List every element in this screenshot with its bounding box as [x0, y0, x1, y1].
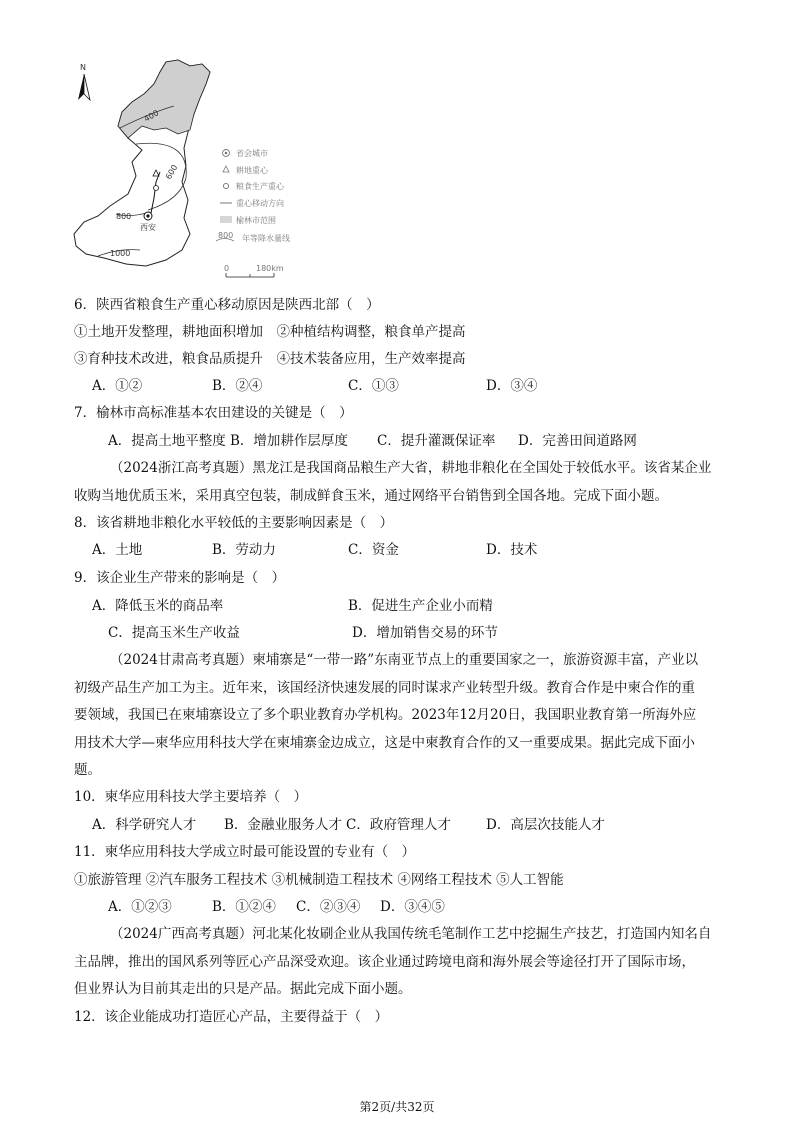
q9-stem: 9．该企业生产带来的影响是（ ）: [74, 570, 286, 586]
q7-option-d[interactable]: D．完善田间道路网: [518, 433, 637, 449]
map-legend: [216, 148, 290, 243]
q8-option-a[interactable]: A．土地: [92, 542, 143, 558]
q8-stem: 8．该省耕地非粮化水平较低的主要影响因素是（ ）: [74, 515, 394, 531]
legend-grain: 粮食生产重心: [236, 182, 284, 191]
q11-option-c[interactable]: C．②③④: [296, 899, 361, 915]
q6-option-a[interactable]: A．①②: [92, 378, 143, 394]
q8-option-b[interactable]: B．劳动力: [212, 542, 276, 558]
q11-option-b[interactable]: B．①②④: [212, 899, 276, 915]
passage2-line3: 要领域，我国已在柬埔寨设立了多个职业教育办学机构。2023年12月20日，我国职业教育第一所海外应: [74, 707, 697, 723]
q10-option-d[interactable]: D．高层次技能人才: [486, 817, 605, 833]
passage3-line2: 主品牌，推出的国风系列等匠心产品深受欢迎。该企业通过跨境电商和海外展会等途径打开了国际市场，: [74, 954, 695, 970]
q6-option-c[interactable]: C．①③: [348, 378, 399, 394]
isoline-800-label: 800: [116, 212, 132, 221]
q7-option-a[interactable]: A．提高土地平整度: [108, 433, 226, 449]
passage3-line3: 但业界认为目前其走出的只是产品。据此完成下面小题。: [74, 981, 412, 997]
scale-bar: [224, 264, 284, 277]
legend-yulin: 榆林市范围: [236, 216, 276, 225]
q7-option-b[interactable]: B．增加耕作层厚度: [230, 433, 348, 449]
q10-stem: 10．柬华应用科技大学主要培养（ ）: [74, 789, 308, 805]
q8-option-d[interactable]: D．技术: [486, 542, 538, 558]
q9-option-a[interactable]: A．降低玉米的商品率: [92, 598, 224, 614]
q7-stem: 7．榆林市高标准基本农田建设的关键是（ ）: [74, 405, 353, 421]
q6-statements-1: ①土地开发整理，耕地面积增加 ②种植结构调整，粮食单产提高: [74, 324, 466, 340]
grain-centroid-marker: [154, 186, 159, 191]
q6-option-d[interactable]: D．③④: [486, 378, 538, 394]
legend-cultivated: 耕地重心: [236, 166, 268, 175]
page-number: 第2页/共32页: [359, 1100, 435, 1114]
isoline-1000-label: 1000: [110, 249, 131, 258]
q11-option-a[interactable]: A．①②③: [108, 899, 172, 915]
legend-isoline: 年等降水量线: [242, 234, 290, 243]
q12-stem: 12．该企业能成功打造匠心产品，主要得益于（ ）: [74, 1009, 389, 1025]
q7-option-c[interactable]: C．提升灌溉保证率: [377, 433, 496, 449]
q10-option-a[interactable]: A．科学研究人才: [92, 817, 197, 833]
q9-option-c[interactable]: C．提高玉米生产收益: [108, 625, 240, 641]
north-label: N: [80, 63, 86, 72]
legend-direction: 重心移动方向: [236, 199, 284, 208]
q6-stem: 6．陕西省粮食生产重心移动原因是陕西北部（ ）: [74, 297, 380, 313]
q11-statements: ①旅游管理 ②汽车服务工程技术 ③机械制造工程技术 ④网络工程技术 ⑤人工智能: [74, 872, 564, 888]
q8-option-c[interactable]: C．资金: [348, 542, 399, 558]
svg-text:180km: 180km: [256, 264, 284, 273]
north-arrow-icon: [78, 74, 90, 100]
legend-isoline-sample: 800: [218, 231, 234, 240]
passage3-line1: （2024广西高考真题）河北某化妆刷企业从我国传统毛笔制作工艺中挖掘生产技艺，打造国内知名自: [110, 926, 712, 942]
xian-label: 西安: [140, 223, 156, 232]
yulin-region: [118, 60, 210, 138]
passage2-line2: 初级产品生产加工为主。近年来，该国经济快速发展的同时谋求产业转型升级。教育合作是中柬合作的重: [74, 680, 695, 696]
q11-stem: 11．柬华应用科技大学成立时最可能设置的专业有（ ）: [74, 844, 416, 860]
legend-capital: 省会城市: [236, 149, 268, 158]
svg-text:0: 0: [224, 264, 230, 273]
passage2-line4: 用技术大学—柬华应用科技大学在柬埔寨金边成立，这是中柬教育合作的又一重要成果。据此完成下面小: [74, 735, 695, 751]
shaanxi-map-figure: [70, 58, 310, 288]
isoline-600-label: 600: [163, 163, 180, 181]
passage1-line2: 收购当地优质玉米，采用真空包装，制成鲜食玉米，通过网络平台销售到全国各地。完成下面小题。: [74, 488, 668, 504]
passage1-line1: （2024浙江高考真题）黑龙江是我国商品粮生产大省，耕地非粮化在全国处于较低水平。该省某企业: [110, 460, 712, 476]
q10-option-c[interactable]: C．政府管理人才: [346, 817, 451, 833]
q9-option-b[interactable]: B．促进生产企业小而精: [348, 598, 493, 614]
q9-option-d[interactable]: D．增加销售交易的环节: [352, 625, 498, 641]
q6-option-b[interactable]: B．②④: [212, 378, 263, 394]
q11-option-d[interactable]: D．③④⑤: [380, 899, 445, 915]
passage2-line1: （2024甘肃高考真题）柬埔寨是“一带一路”东南亚节点上的重要国家之一，旅游资源丰富，产业以: [110, 652, 699, 668]
passage2-line5: 题。: [74, 762, 101, 778]
isoline-400-label: 400: [142, 108, 161, 124]
q6-statements-2: ③育种技术改进，粮食品质提升 ④技术装备应用，生产效率提高: [74, 351, 466, 367]
q10-option-b[interactable]: B．金融业服务人才: [224, 817, 342, 833]
